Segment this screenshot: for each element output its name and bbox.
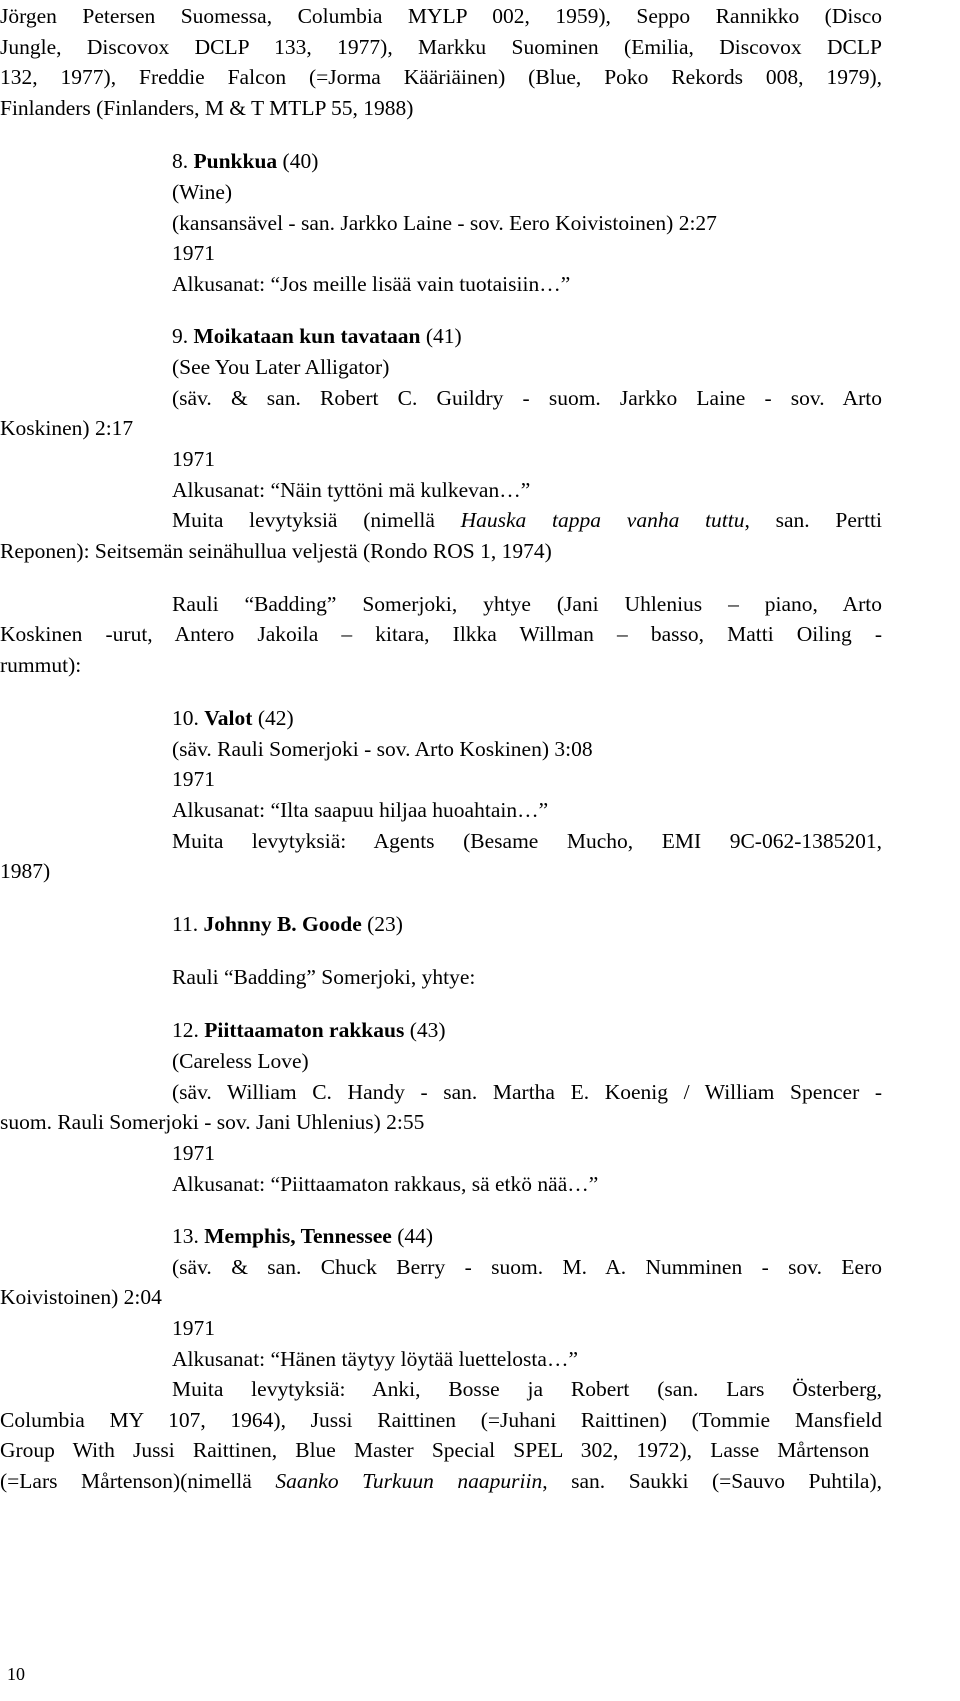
text-run: Finlanders (Finlanders, M & T MTLP 55, 1988) (0, 96, 414, 120)
text-line (172, 1082, 882, 1104)
text-run: 1971 (172, 447, 215, 471)
text-run: (=Lars Mårtenson)(nimellä (0, 1469, 276, 1493)
text-line (172, 388, 882, 410)
text-line (172, 510, 882, 532)
song-title: Moikataan kun tavataan (193, 324, 421, 348)
text-run: (Wine) (172, 180, 233, 204)
text-run: rummut): (0, 653, 82, 677)
text-line (172, 449, 215, 471)
text-run: Alkusanat: “Ilta saapuu hiljaa huoahtain…” (172, 798, 549, 822)
text-line (172, 800, 548, 822)
text-line (0, 37, 882, 59)
text-run: 12. (172, 1018, 205, 1042)
text-run: Alkusanat: “Näin tyttöni mä kulkevan…” (172, 478, 531, 502)
text-run: Jörgen Petersen Suomessa, Columbia MYLP 002, 1959), Seppo Rannikko (Disco (0, 4, 882, 28)
text-run: Alkusanat: “Hänen täytyy löytää luettelosta…” (172, 1347, 578, 1371)
text-run: Muita levytyksiä: Agents (Besame Mucho, EMI 9C-062-1385201, (172, 829, 882, 853)
text-run: 8. (172, 149, 194, 173)
text-run: , san. Saukki (=Sauvo Puhtila), (542, 1469, 882, 1493)
text-line (172, 243, 215, 265)
text-run: Jungle, Discovox DCLP 133, 1977), Markku Suominen (Emilia, Discovox DCLP (0, 35, 882, 59)
text-line (172, 274, 570, 296)
text-line (172, 769, 215, 791)
text-run: 1987) (0, 859, 51, 883)
text-line (172, 831, 882, 853)
text-run: 10. (172, 706, 205, 730)
text-line (172, 1174, 598, 1196)
page-number: 10 (7, 1664, 25, 1684)
text-line (0, 418, 133, 440)
text-run: 1971 (172, 1141, 215, 1165)
text-run: (säv. & san. Robert C. Guildry - suom. Jarkko Laine - sov. Arto (172, 386, 882, 410)
text-line (0, 6, 882, 28)
text-line (172, 1051, 309, 1073)
text-run: 13. (172, 1224, 205, 1248)
text-line (172, 213, 717, 235)
text-run: 1971 (172, 767, 215, 791)
text-run: (43) (404, 1018, 446, 1042)
text-line (0, 1287, 162, 1309)
song-title: Memphis, Tennessee (204, 1224, 392, 1248)
text-line (172, 967, 475, 989)
text-run: (säv. & san. Chuck Berry - suom. M. A. Numminen - sov. Eero (172, 1255, 882, 1279)
text-run: 132, 1977), Freddie Falcon (=Jorma Kääriäinen) (Blue, Poko Rekords 008, 1979), (0, 65, 882, 89)
text-run: (41) (420, 324, 462, 348)
text-line (172, 151, 318, 173)
song-title: Valot (204, 706, 253, 730)
text-run: Columbia MY 107, 1964), Jussi Raittinen (=Juhani Raittinen) (Tommie Mansfield (0, 1408, 882, 1432)
text-line (0, 541, 552, 563)
text-line (0, 861, 50, 883)
text-run: Muita levytyksiä (nimellä (172, 508, 461, 532)
alt-title: Saanko Turkuun naapuriin (275, 1469, 543, 1493)
text-run: (44) (391, 1224, 434, 1248)
text-run: (40) (277, 149, 319, 173)
text-line (172, 326, 462, 348)
text-line (0, 1440, 869, 1462)
text-line (0, 624, 882, 646)
text-run: Koskinen) 2:17 (0, 416, 134, 440)
text-line (172, 1349, 578, 1371)
text-line (172, 1318, 215, 1340)
text-run: Koivistoinen) 2:04 (0, 1285, 162, 1309)
text-line (172, 1257, 882, 1279)
text-run: Koskinen -urut, Antero Jakoila – kitara, Ilkka Willman – basso, Matti Oiling - (0, 622, 882, 646)
text-line (172, 480, 530, 502)
text-run: 1971 (172, 1316, 215, 1340)
text-run: 1971 (172, 241, 215, 265)
text-line (172, 1020, 446, 1042)
text-line (0, 1410, 882, 1432)
text-run: (Careless Love) (172, 1049, 309, 1073)
text-line (172, 1379, 882, 1401)
text-run: Rauli “Badding” Somerjoki, yhtye (Jani Uhlenius – piano, Arto (172, 592, 882, 616)
text-line (0, 1112, 424, 1134)
text-run: (42) (252, 706, 294, 730)
text-run: (kansansävel - san. Jarkko Laine - sov. Eero Koivistoinen) 2:27 (172, 211, 717, 235)
text-run: Alkusanat: “Piittaamaton rakkaus, sä etkö nää…” (172, 1172, 599, 1196)
text-run: 9. (172, 324, 194, 348)
text-run: (säv. Rauli Somerjoki - sov. Arto Koskinen) 3:08 (172, 737, 593, 761)
song-title: Punkkua (193, 149, 278, 173)
song-title: Piittaamaton rakkaus (204, 1018, 405, 1042)
text-line (172, 914, 403, 936)
text-run: (säv. William C. Handy - san. Martha E. Koenig / William Spencer - (172, 1080, 882, 1104)
text-line (0, 1471, 882, 1493)
text-run: (See You Later Alligator) (172, 355, 390, 379)
alt-title: Hauska tappa vanha tuttu (460, 508, 745, 532)
text-run: Alkusanat: “Jos meille lisää vain tuotaisiin…” (172, 272, 571, 296)
text-line (172, 1226, 433, 1248)
text-run: suom. Rauli Somerjoki - sov. Jani Uhlenius) 2:55 (0, 1110, 425, 1134)
text-run: (23) (361, 912, 403, 936)
text-line (172, 739, 593, 761)
text-run: Reponen): Seitsemän seinähullua veljestä (Rondo ROS 1, 1974) (0, 539, 552, 563)
text-line (172, 708, 294, 730)
text-line (172, 357, 389, 379)
text-run: Group With Jussi Raittinen, Blue Master Special SPEL 302, 1972), Lasse Mårtenson (0, 1438, 870, 1462)
text-run: Muita levytyksiä: Anki, Bosse ja Robert (san. Lars Österberg, (172, 1377, 882, 1401)
text-line (172, 594, 882, 616)
text-run: , san. Pertti (744, 508, 882, 532)
song-title: Johnny B. Goode (203, 912, 362, 936)
text-run: Rauli “Badding” Somerjoki, yhtye: (172, 965, 476, 989)
text-line (0, 655, 81, 677)
text-line (0, 98, 413, 120)
text-line (172, 1143, 215, 1165)
text-line (0, 67, 882, 89)
text-run: 11. (172, 912, 204, 936)
text-line (172, 182, 232, 204)
